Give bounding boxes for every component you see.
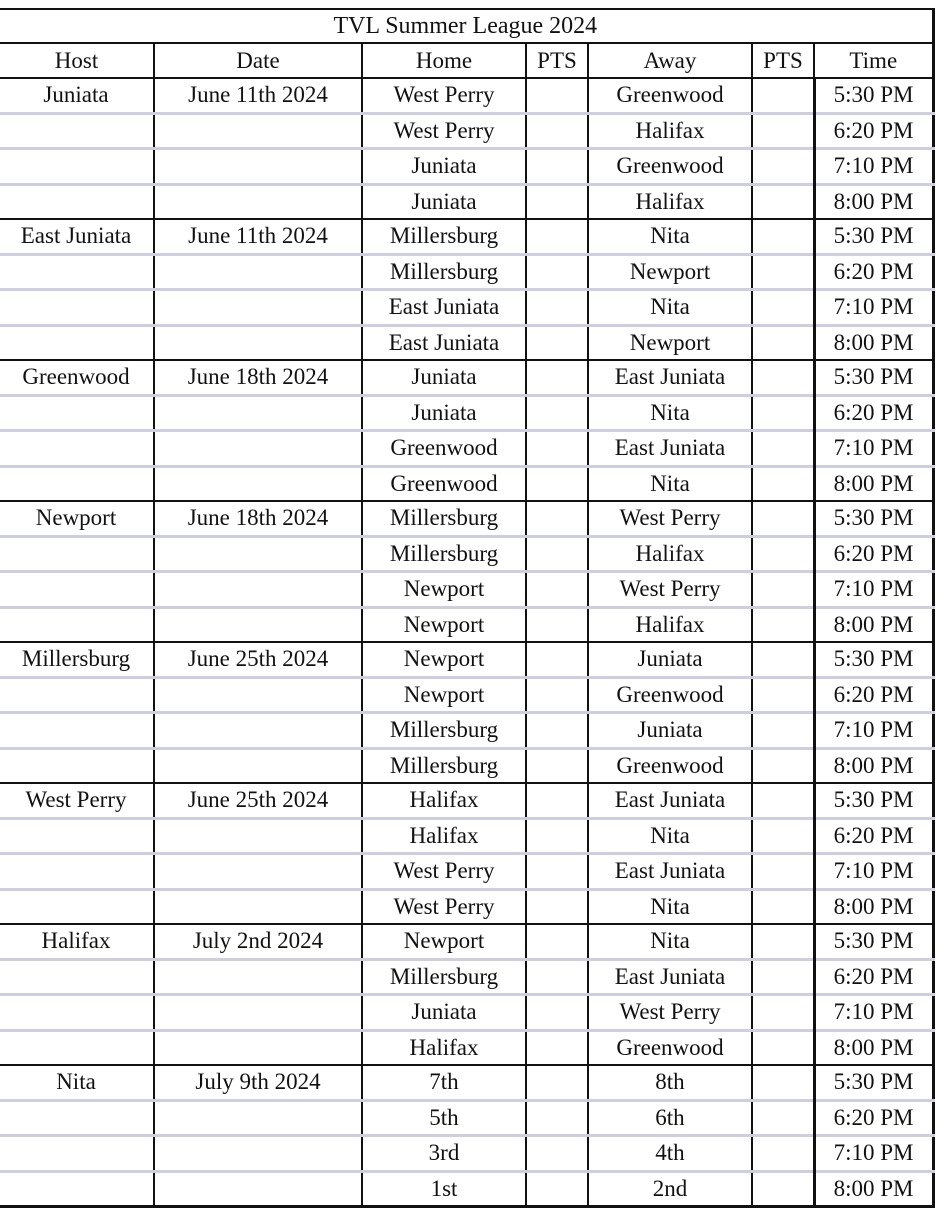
home-pts-cell xyxy=(526,219,588,254)
game-row xyxy=(0,466,933,501)
host-cell xyxy=(0,889,154,924)
time-cell: 8:00 PM xyxy=(814,748,933,783)
date-cell xyxy=(154,113,362,149)
game-row xyxy=(0,1100,933,1136)
away-team-cell: Nita xyxy=(588,395,752,431)
date-cell xyxy=(154,677,362,713)
home-team-cell: Greenwood xyxy=(362,431,526,467)
time-cell: 5:30 PM xyxy=(814,78,933,113)
away-pts-cell xyxy=(752,959,814,995)
away-team-cell: Juniata xyxy=(588,642,752,677)
home-pts-cell xyxy=(526,78,588,113)
time-cell: 5:30 PM xyxy=(814,219,933,254)
column-header-home: Home xyxy=(362,43,526,78)
away-pts-cell xyxy=(752,1065,814,1100)
game-row xyxy=(0,254,933,290)
away-team-cell: Nita xyxy=(588,290,752,326)
away-pts-cell xyxy=(752,1100,814,1136)
away-team-cell: Newport xyxy=(588,254,752,290)
column-header-home-pts: PTS xyxy=(526,43,588,78)
away-team-cell: Greenwood xyxy=(588,149,752,185)
host-cell: Millersburg xyxy=(0,642,154,677)
game-row xyxy=(0,677,933,713)
home-team-cell: 7th xyxy=(362,1065,526,1100)
game-row xyxy=(0,995,933,1031)
home-pts-cell xyxy=(526,748,588,783)
home-team-cell: Millersburg xyxy=(362,254,526,290)
away-pts-cell xyxy=(752,748,814,783)
host-cell xyxy=(0,431,154,467)
home-pts-cell xyxy=(526,854,588,890)
date-cell xyxy=(154,1136,362,1172)
game-row xyxy=(0,149,933,185)
home-team-cell: Millersburg xyxy=(362,713,526,749)
date-cell: June 18th 2024 xyxy=(154,360,362,395)
home-pts-cell xyxy=(526,713,588,749)
away-pts-cell xyxy=(752,783,814,818)
game-row xyxy=(0,783,933,818)
host-cell: West Perry xyxy=(0,783,154,818)
home-pts-cell xyxy=(526,149,588,185)
host-cell xyxy=(0,290,154,326)
game-row xyxy=(0,325,933,360)
host-cell: Newport xyxy=(0,501,154,536)
away-team-cell: Greenwood xyxy=(588,748,752,783)
away-pts-cell xyxy=(752,254,814,290)
host-cell xyxy=(0,149,154,185)
time-cell: 8:00 PM xyxy=(814,466,933,501)
home-team-cell: Millersburg xyxy=(362,959,526,995)
date-cell xyxy=(154,395,362,431)
away-team-cell: Greenwood xyxy=(588,677,752,713)
home-team-cell: Millersburg xyxy=(362,748,526,783)
away-team-cell: Greenwood xyxy=(588,1030,752,1065)
game-row xyxy=(0,78,933,113)
time-cell: 7:10 PM xyxy=(814,995,933,1031)
home-team-cell: Millersburg xyxy=(362,219,526,254)
home-team-cell: Millersburg xyxy=(362,501,526,536)
home-team-cell: West Perry xyxy=(362,889,526,924)
home-pts-cell xyxy=(526,924,588,959)
away-pts-cell xyxy=(752,536,814,572)
host-cell xyxy=(0,1136,154,1172)
date-cell xyxy=(154,536,362,572)
time-cell: 7:10 PM xyxy=(814,572,933,608)
game-row xyxy=(0,889,933,924)
away-pts-cell xyxy=(752,395,814,431)
time-cell: 8:00 PM xyxy=(814,889,933,924)
home-team-cell: East Juniata xyxy=(362,325,526,360)
time-cell: 6:20 PM xyxy=(814,1100,933,1136)
away-pts-cell xyxy=(752,572,814,608)
home-pts-cell xyxy=(526,1100,588,1136)
home-team-cell: 1st xyxy=(362,1171,526,1207)
away-pts-cell xyxy=(752,149,814,185)
away-pts-cell xyxy=(752,431,814,467)
date-cell xyxy=(154,959,362,995)
home-team-cell: Halifax xyxy=(362,783,526,818)
away-pts-cell xyxy=(752,607,814,642)
away-pts-cell xyxy=(752,1171,814,1207)
host-cell: Juniata xyxy=(0,78,154,113)
home-team-cell: 3rd xyxy=(362,1136,526,1172)
date-cell xyxy=(154,607,362,642)
schedule-table xyxy=(0,8,935,1208)
host-cell xyxy=(0,184,154,219)
away-team-cell: East Juniata xyxy=(588,431,752,467)
away-pts-cell xyxy=(752,78,814,113)
column-header-away: Away xyxy=(588,43,752,78)
home-team-cell: Newport xyxy=(362,642,526,677)
home-team-cell: West Perry xyxy=(362,78,526,113)
away-pts-cell xyxy=(752,995,814,1031)
date-cell xyxy=(154,889,362,924)
column-header-time: Time xyxy=(814,43,933,78)
host-cell xyxy=(0,1030,154,1065)
away-team-cell: Nita xyxy=(588,466,752,501)
column-header-date: Date xyxy=(154,43,362,78)
away-team-cell: 6th xyxy=(588,1100,752,1136)
game-row xyxy=(0,572,933,608)
game-row xyxy=(0,360,933,395)
game-row xyxy=(0,536,933,572)
home-team-cell: Halifax xyxy=(362,1030,526,1065)
away-pts-cell xyxy=(752,713,814,749)
away-team-cell: Halifax xyxy=(588,113,752,149)
home-pts-cell xyxy=(526,290,588,326)
home-pts-cell xyxy=(526,1171,588,1207)
home-pts-cell xyxy=(526,466,588,501)
home-team-cell: Juniata xyxy=(362,184,526,219)
host-cell xyxy=(0,713,154,749)
home-pts-cell xyxy=(526,360,588,395)
time-cell: 6:20 PM xyxy=(814,677,933,713)
home-team-cell: Newport xyxy=(362,677,526,713)
away-pts-cell xyxy=(752,818,814,854)
away-pts-cell xyxy=(752,219,814,254)
game-row xyxy=(0,642,933,677)
away-team-cell: East Juniata xyxy=(588,783,752,818)
time-cell: 5:30 PM xyxy=(814,501,933,536)
away-team-cell: West Perry xyxy=(588,572,752,608)
home-pts-cell xyxy=(526,325,588,360)
date-cell: June 18th 2024 xyxy=(154,501,362,536)
time-cell: 6:20 PM xyxy=(814,818,933,854)
home-pts-cell xyxy=(526,783,588,818)
home-pts-cell xyxy=(526,642,588,677)
game-row xyxy=(0,113,933,149)
host-cell xyxy=(0,395,154,431)
home-pts-cell xyxy=(526,395,588,431)
time-cell: 5:30 PM xyxy=(814,1065,933,1100)
home-pts-cell xyxy=(526,254,588,290)
date-cell xyxy=(154,290,362,326)
away-pts-cell xyxy=(752,642,814,677)
time-cell: 8:00 PM xyxy=(814,1171,933,1207)
time-cell: 8:00 PM xyxy=(814,325,933,360)
away-pts-cell xyxy=(752,113,814,149)
time-cell: 5:30 PM xyxy=(814,783,933,818)
away-team-cell: West Perry xyxy=(588,995,752,1031)
date-cell xyxy=(154,149,362,185)
game-row xyxy=(0,431,933,467)
away-team-cell: East Juniata xyxy=(588,854,752,890)
game-row xyxy=(0,748,933,783)
host-cell xyxy=(0,572,154,608)
date-cell xyxy=(154,572,362,608)
host-cell xyxy=(0,607,154,642)
home-team-cell: Juniata xyxy=(362,395,526,431)
date-cell xyxy=(154,1030,362,1065)
game-row xyxy=(0,395,933,431)
time-cell: 5:30 PM xyxy=(814,360,933,395)
league-title: TVL Summer League 2024 xyxy=(0,9,933,43)
time-cell: 7:10 PM xyxy=(814,431,933,467)
home-team-cell: East Juniata xyxy=(362,290,526,326)
game-row xyxy=(0,713,933,749)
home-team-cell: 5th xyxy=(362,1100,526,1136)
game-row xyxy=(0,1065,933,1100)
time-cell: 5:30 PM xyxy=(814,924,933,959)
date-cell xyxy=(154,1171,362,1207)
host-cell xyxy=(0,748,154,783)
home-pts-cell xyxy=(526,113,588,149)
time-cell: 7:10 PM xyxy=(814,713,933,749)
time-cell: 8:00 PM xyxy=(814,184,933,219)
home-pts-cell xyxy=(526,572,588,608)
away-team-cell: East Juniata xyxy=(588,959,752,995)
away-pts-cell xyxy=(752,501,814,536)
time-cell: 7:10 PM xyxy=(814,149,933,185)
date-cell: July 2nd 2024 xyxy=(154,924,362,959)
home-team-cell: Millersburg xyxy=(362,536,526,572)
home-pts-cell xyxy=(526,1065,588,1100)
home-pts-cell xyxy=(526,1030,588,1065)
date-cell xyxy=(154,748,362,783)
away-team-cell: Halifax xyxy=(588,536,752,572)
date-cell xyxy=(154,466,362,501)
home-team-cell: Juniata xyxy=(362,149,526,185)
home-pts-cell xyxy=(526,431,588,467)
date-cell xyxy=(154,325,362,360)
date-cell: June 25th 2024 xyxy=(154,642,362,677)
host-cell xyxy=(0,254,154,290)
host-cell: East Juniata xyxy=(0,219,154,254)
host-cell xyxy=(0,995,154,1031)
home-team-cell: Newport xyxy=(362,607,526,642)
away-team-cell: Nita xyxy=(588,219,752,254)
column-header-away-pts: PTS xyxy=(752,43,814,78)
home-team-cell: Juniata xyxy=(362,360,526,395)
game-row xyxy=(0,290,933,326)
date-cell xyxy=(154,713,362,749)
away-team-cell: 2nd xyxy=(588,1171,752,1207)
game-row xyxy=(0,1030,933,1065)
header-row xyxy=(0,43,933,78)
away-pts-cell xyxy=(752,854,814,890)
time-cell: 8:00 PM xyxy=(814,607,933,642)
home-pts-cell xyxy=(526,677,588,713)
date-cell xyxy=(154,995,362,1031)
time-cell: 6:20 PM xyxy=(814,536,933,572)
home-pts-cell xyxy=(526,995,588,1031)
time-cell: 5:30 PM xyxy=(814,642,933,677)
time-cell: 8:00 PM xyxy=(814,1030,933,1065)
away-pts-cell xyxy=(752,290,814,326)
date-cell xyxy=(154,1100,362,1136)
time-cell: 7:10 PM xyxy=(814,1136,933,1172)
date-cell xyxy=(154,431,362,467)
home-team-cell: Newport xyxy=(362,924,526,959)
home-team-cell: Juniata xyxy=(362,995,526,1031)
game-row xyxy=(0,501,933,536)
home-pts-cell xyxy=(526,818,588,854)
host-cell xyxy=(0,1100,154,1136)
game-row xyxy=(0,1171,933,1207)
time-cell: 6:20 PM xyxy=(814,959,933,995)
away-team-cell: East Juniata xyxy=(588,360,752,395)
time-cell: 7:10 PM xyxy=(814,854,933,890)
away-pts-cell xyxy=(752,1030,814,1065)
away-team-cell: 8th xyxy=(588,1065,752,1100)
away-pts-cell xyxy=(752,184,814,219)
away-team-cell: Newport xyxy=(588,325,752,360)
home-pts-cell xyxy=(526,607,588,642)
time-cell: 6:20 PM xyxy=(814,113,933,149)
date-cell: June 11th 2024 xyxy=(154,219,362,254)
schedule-body xyxy=(0,78,933,1207)
home-pts-cell xyxy=(526,889,588,924)
home-team-cell: West Perry xyxy=(362,113,526,149)
host-cell: Halifax xyxy=(0,924,154,959)
time-cell: 6:20 PM xyxy=(814,395,933,431)
game-row xyxy=(0,854,933,890)
home-team-cell: Greenwood xyxy=(362,466,526,501)
away-pts-cell xyxy=(752,325,814,360)
home-team-cell: Newport xyxy=(362,572,526,608)
game-row xyxy=(0,924,933,959)
date-cell: July 9th 2024 xyxy=(154,1065,362,1100)
host-cell xyxy=(0,113,154,149)
away-team-cell: 4th xyxy=(588,1136,752,1172)
host-cell xyxy=(0,466,154,501)
host-cell xyxy=(0,818,154,854)
away-team-cell: Greenwood xyxy=(588,78,752,113)
date-cell: June 25th 2024 xyxy=(154,783,362,818)
away-pts-cell xyxy=(752,360,814,395)
away-pts-cell xyxy=(752,889,814,924)
home-pts-cell xyxy=(526,1136,588,1172)
away-team-cell: Nita xyxy=(588,818,752,854)
game-row xyxy=(0,959,933,995)
away-team-cell: Halifax xyxy=(588,184,752,219)
column-header-host: Host xyxy=(0,43,154,78)
host-cell xyxy=(0,325,154,360)
date-cell xyxy=(154,254,362,290)
host-cell: Greenwood xyxy=(0,360,154,395)
date-cell xyxy=(154,184,362,219)
away-team-cell: West Perry xyxy=(588,501,752,536)
host-cell: Nita xyxy=(0,1065,154,1100)
game-row xyxy=(0,184,933,219)
away-pts-cell xyxy=(752,1136,814,1172)
away-pts-cell xyxy=(752,677,814,713)
date-cell: June 11th 2024 xyxy=(154,78,362,113)
host-cell xyxy=(0,959,154,995)
home-team-cell: West Perry xyxy=(362,854,526,890)
home-pts-cell xyxy=(526,959,588,995)
away-pts-cell xyxy=(752,466,814,501)
game-row xyxy=(0,607,933,642)
title-row xyxy=(0,9,933,43)
game-row xyxy=(0,219,933,254)
host-cell xyxy=(0,677,154,713)
home-pts-cell xyxy=(526,184,588,219)
home-pts-cell xyxy=(526,501,588,536)
away-team-cell: Juniata xyxy=(588,713,752,749)
time-cell: 7:10 PM xyxy=(814,290,933,326)
home-pts-cell xyxy=(526,536,588,572)
date-cell xyxy=(154,854,362,890)
away-team-cell: Nita xyxy=(588,889,752,924)
host-cell xyxy=(0,854,154,890)
away-team-cell: Nita xyxy=(588,924,752,959)
away-pts-cell xyxy=(752,924,814,959)
game-row xyxy=(0,1136,933,1172)
away-team-cell: Halifax xyxy=(588,607,752,642)
game-row xyxy=(0,818,933,854)
time-cell: 6:20 PM xyxy=(814,254,933,290)
date-cell xyxy=(154,818,362,854)
host-cell xyxy=(0,1171,154,1207)
home-team-cell: Halifax xyxy=(362,818,526,854)
host-cell xyxy=(0,536,154,572)
